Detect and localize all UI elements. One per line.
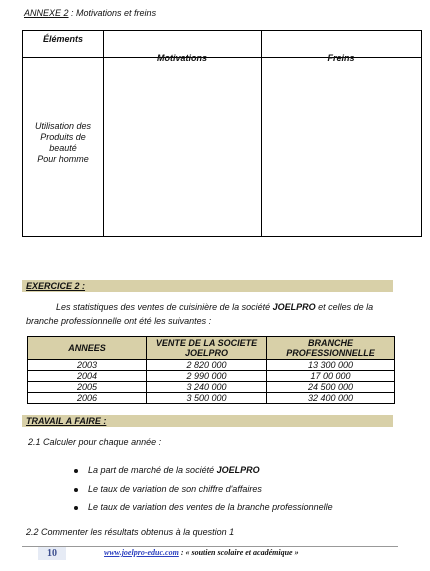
list-item: Le taux de variation de son chiffre d'affaires [74, 484, 262, 494]
annex-header-elements: Éléments [42, 34, 84, 44]
bullet-icon [74, 469, 78, 473]
table-header-branche: BRANCHE PROFESSIONNELLE [267, 337, 395, 360]
work-title: TRAVAIL A FAIRE : [26, 416, 107, 426]
question-2-2: 2.2 Commenter les résultats obtenus à la question 1 [26, 527, 235, 537]
table-row: 2004 2 990 000 17 00 000 [28, 371, 395, 382]
question-2-1: 2.1 Calculer pour chaque année : [28, 437, 162, 447]
exercise-title-bar [22, 280, 393, 292]
bullet-icon [74, 488, 78, 492]
page-number: 10 [38, 547, 66, 560]
table-row: 2005 3 240 000 24 500 000 [28, 382, 395, 393]
annex-title [24, 8, 156, 18]
list-item: La part de marché de la société JOELPRO [74, 465, 260, 475]
intro-company: JOELPRO [272, 302, 316, 312]
annex-title-label: ANNEXE 2 [24, 8, 69, 18]
annex-header-freins: Freins [327, 53, 355, 63]
annex-row-label: Utilisation des Produits de beauté Pour homme [34, 121, 92, 164]
list-item: Le taux de variation des ventes de la branche professionnelle [74, 502, 333, 512]
table-row: 2003 2 820 000 13 300 000 [28, 360, 395, 371]
annex-table [22, 30, 422, 237]
annex-header-motivations: Motivations [156, 53, 207, 63]
exercise-intro: Les statistiques des ventes de cuisinière de la société JOELPRO et celles de la branche professionnelle ont été les suivantes : [26, 302, 374, 326]
exercise-title: EXERCICE 2 : [26, 281, 86, 291]
annex-title-rest: : Motivations et freins [68, 8, 157, 18]
sales-table [27, 336, 395, 404]
table-row: 2006 3 500 000 32 400 000 [28, 393, 395, 404]
work-title-bar [22, 415, 393, 427]
footer [104, 548, 299, 557]
table-header-annees: ANNEES [28, 337, 147, 360]
footer-tagline: : « soutien scolaire et académique » [178, 548, 299, 557]
table-header-vente: VENTE DE LA SOCIETE JOELPRO [147, 337, 267, 360]
bullet-icon [74, 506, 78, 510]
footer-link[interactable]: www.joelpro-educ.com [104, 548, 179, 557]
footer-divider [22, 546, 398, 547]
